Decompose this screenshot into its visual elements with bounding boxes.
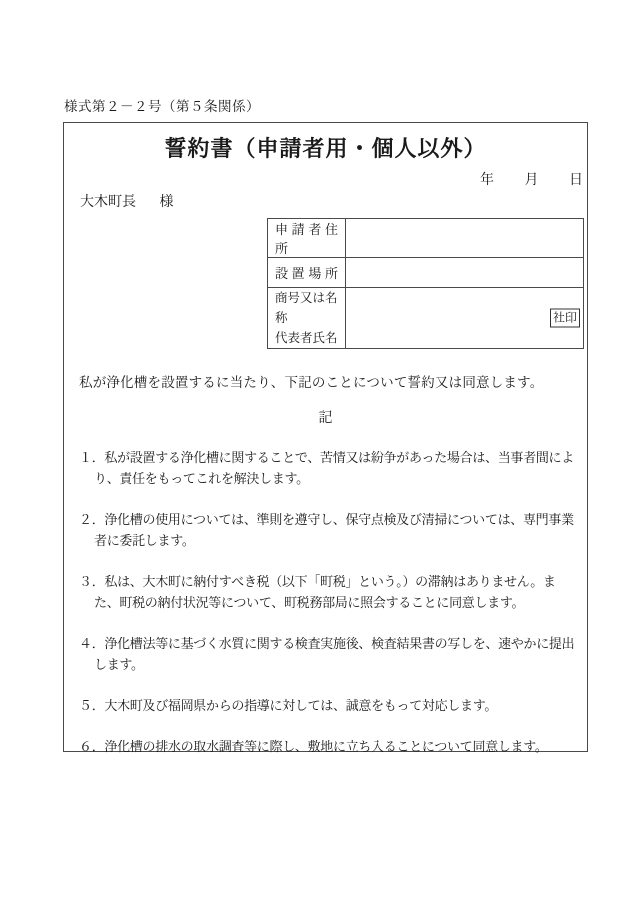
- table-row-applicant-address: [268, 219, 584, 258]
- month-label: 月: [524, 173, 539, 188]
- pledge-item-1-number: １．: [79, 450, 105, 465]
- pledge-item-list: [79, 447, 581, 757]
- pledge-item-5-number: ５．: [79, 698, 105, 713]
- company-name-value: [346, 288, 584, 349]
- pledge-item-3: [79, 571, 581, 613]
- year-label: 年: [480, 173, 494, 188]
- pledge-item-6: [79, 736, 581, 757]
- form-number-label: 様式第２－２号（第５条関係）: [64, 99, 260, 114]
- pledge-item-4-number: ４．: [79, 636, 105, 651]
- company-name-label: [268, 288, 346, 349]
- pledge-lead-text: 私が浄化槽を設置するに当たり、下記のことについて誓約又は同意します。: [79, 375, 544, 390]
- document-title: 誓約書（申請者用・個人以外）: [164, 136, 487, 161]
- pledge-item-1: [79, 447, 581, 489]
- applicant-address-value: [346, 219, 584, 258]
- pledge-item-3-number: ３．: [79, 574, 105, 589]
- pledge-item-4: [79, 633, 581, 675]
- installation-site-label: 設置場所: [268, 258, 346, 288]
- pledge-item-6-text: 浄化槽の排水の取水調査等に際し、敷地に立ち入ることについて同意します。: [104, 739, 548, 754]
- pledge-item-6-number: ６．: [79, 739, 105, 754]
- date-line: [64, 172, 583, 190]
- installation-site-value: [346, 258, 584, 288]
- pledge-item-3-text: 私は、大木町に納付すべき税（以下「町税」という。）の滞納はありません。また、町税の納付状況等について、町税務部局に照会することに同意します。: [94, 574, 556, 610]
- pledge-item-2-number: ２．: [79, 512, 105, 527]
- company-name-label-line1: 商号又は名称: [275, 291, 338, 325]
- pledge-item-2: [79, 509, 581, 551]
- notice-header: 記: [318, 411, 333, 426]
- pledge-item-2-text: 浄化槽の使用については、準則を遵守し、保守点検及び清掃については、専門事業者に委託します。: [94, 512, 574, 548]
- applicant-address-label: 申請者住所: [268, 219, 346, 258]
- pledge-item-4-text: 浄化槽法等に基づく水質に関する検査実施後、検査結果書の写しを、速やかに提出します。: [94, 636, 575, 672]
- table-row-company-name: [268, 288, 584, 349]
- pledge-item-5: [79, 695, 581, 716]
- applicant-info-table: [267, 218, 584, 349]
- addressee-honorific: 様: [159, 195, 174, 210]
- addressee-name: 大木町長: [80, 195, 136, 210]
- day-label: 日: [569, 173, 583, 188]
- pledge-item-5-text: 大木町及び福岡県からの指導に対しては、誠意をもって対応します。: [104, 698, 498, 713]
- representative-name-label-line2: 代表者氏名: [275, 331, 338, 345]
- pledge-form-box: [63, 122, 588, 752]
- pledge-item-1-text: 私が設置する浄化槽に関することで、苦情又は紛争があった場合は、当事者間により、責任をもってこれを解決します。: [94, 450, 574, 486]
- table-row-installation-site: [268, 258, 584, 288]
- company-seal-box: 社印: [550, 309, 580, 328]
- addressee-line: [80, 194, 587, 212]
